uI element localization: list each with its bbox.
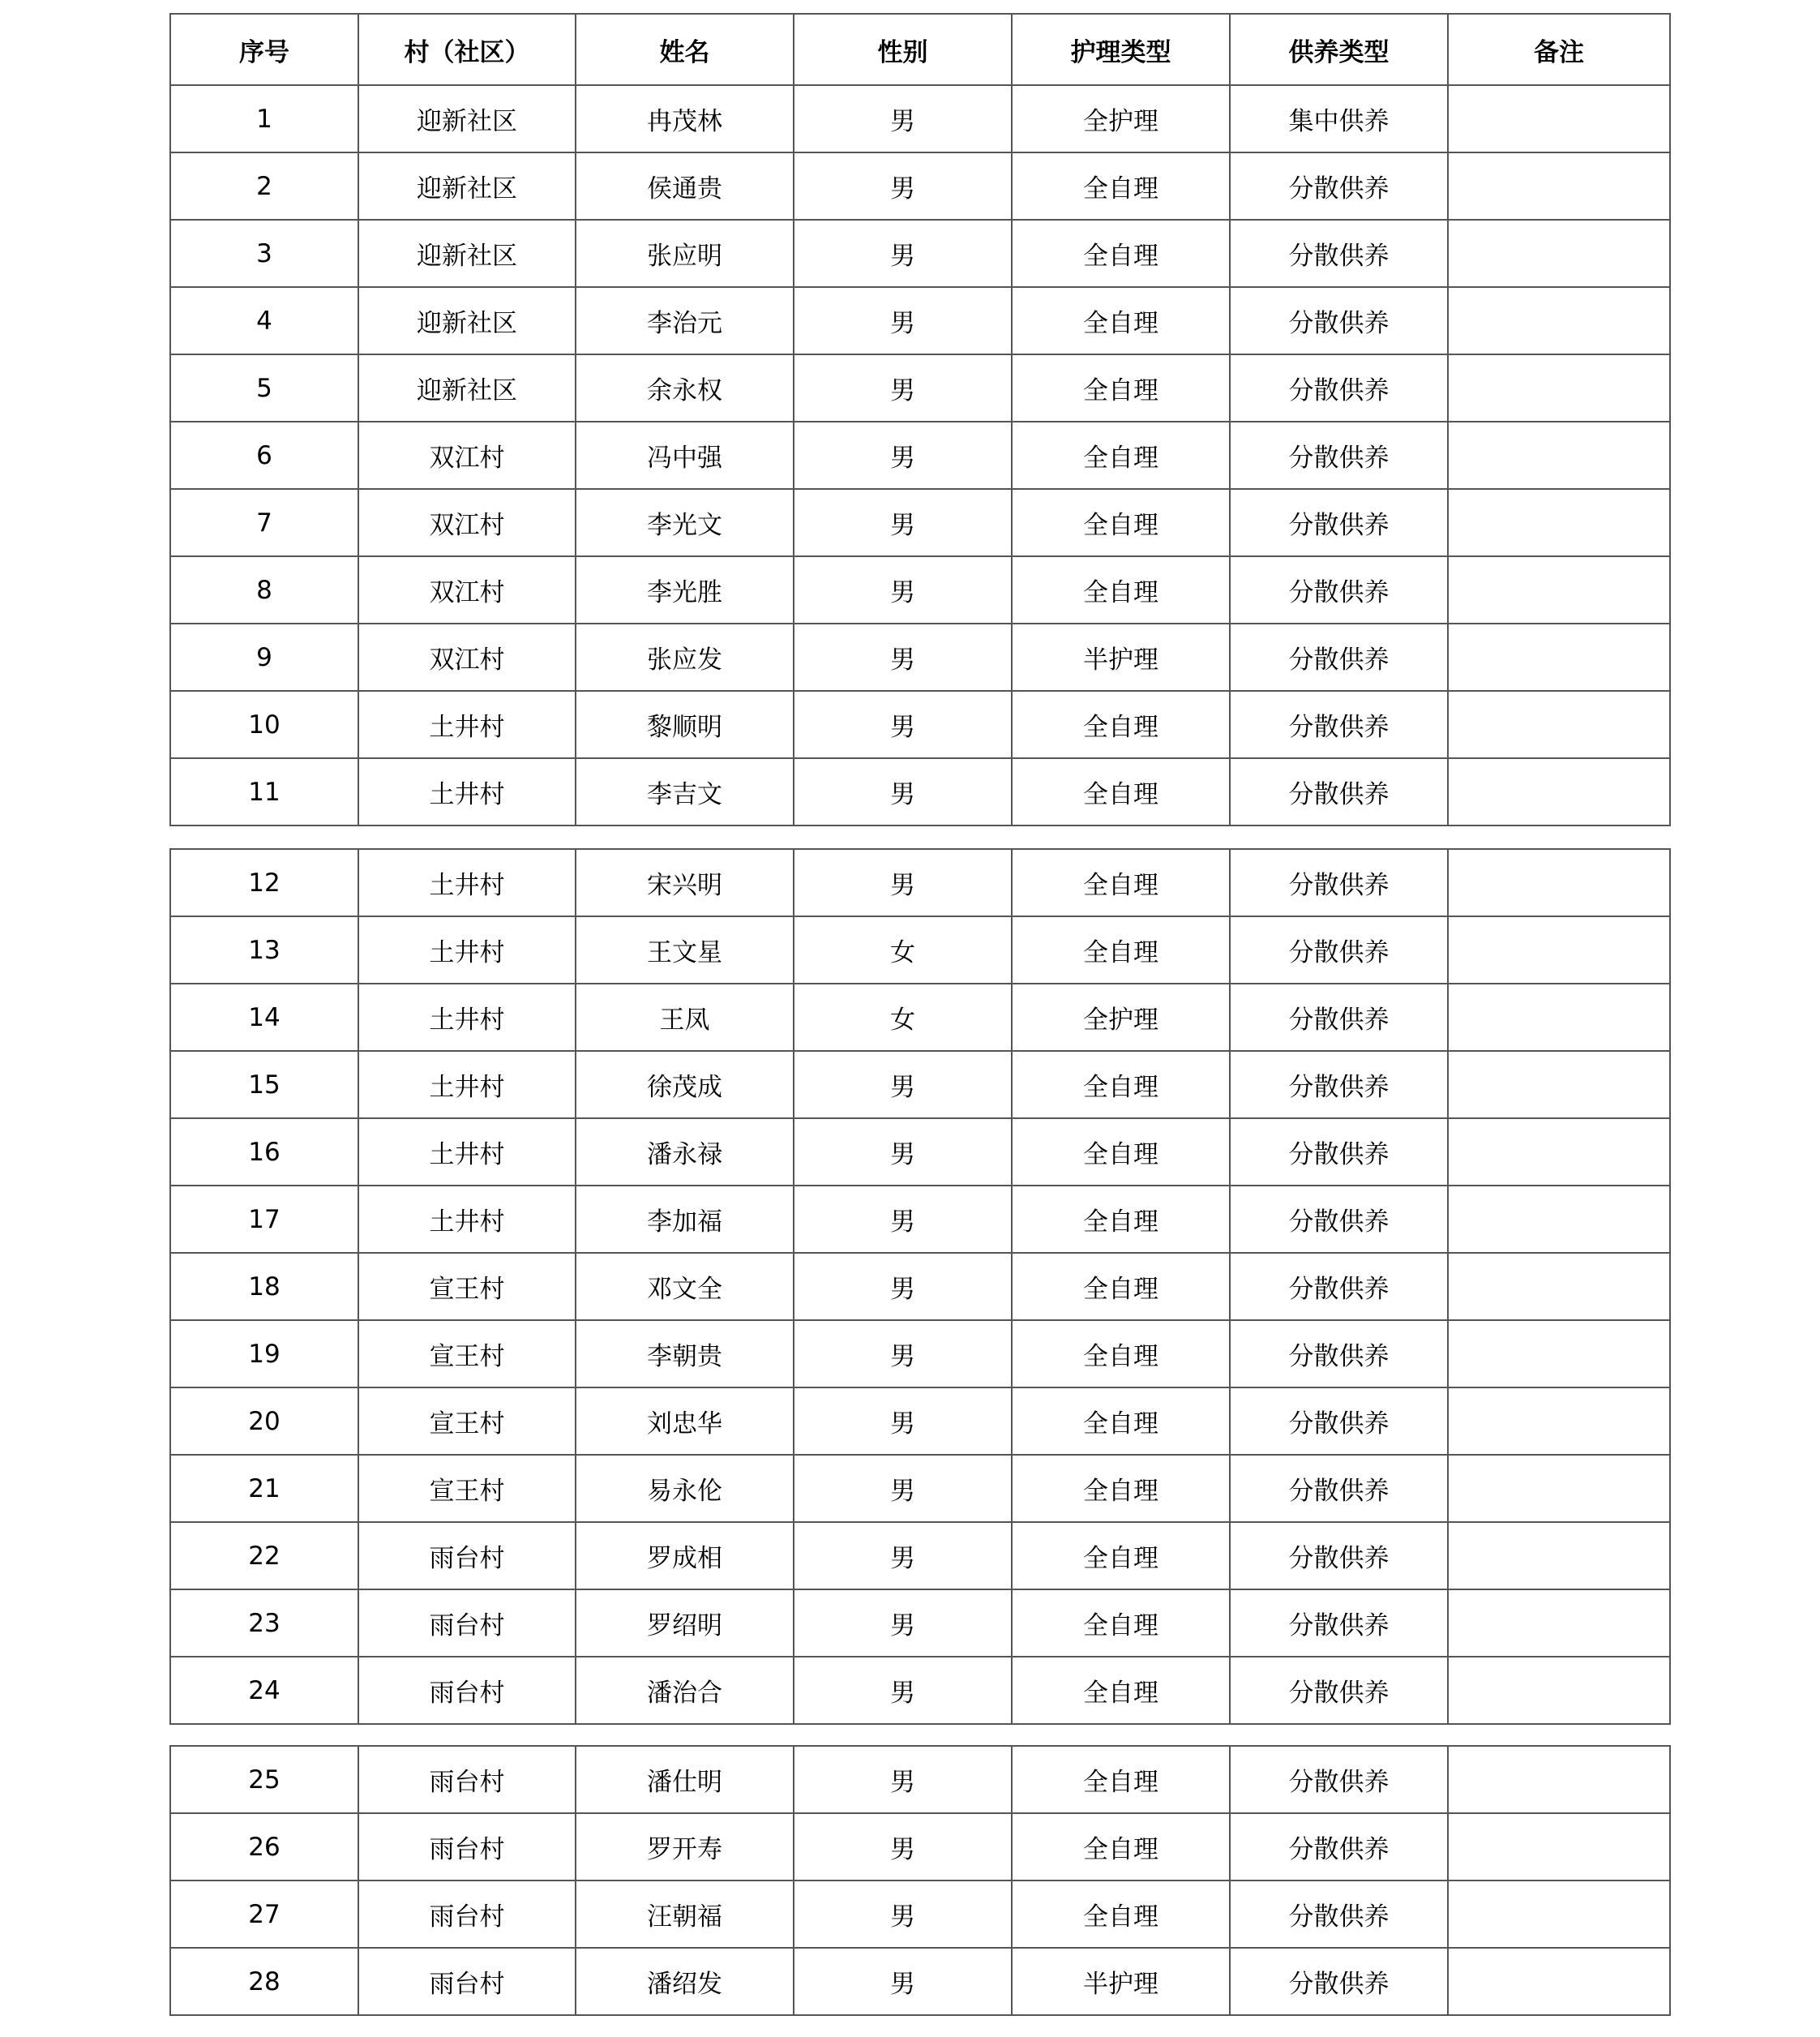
cell-remarks — [1448, 489, 1670, 556]
cell-name: 徐茂成 — [576, 1051, 794, 1118]
cell-seq: 15 — [170, 1051, 358, 1118]
cell-seq: 11 — [170, 758, 358, 826]
cell-seq: 23 — [170, 1589, 358, 1657]
cell-seq: 24 — [170, 1657, 358, 1724]
cell-gender: 男 — [794, 1118, 1012, 1186]
cell-support-type: 分散供养 — [1230, 1118, 1448, 1186]
header-row — [170, 14, 1670, 85]
cell-name: 潘永禄 — [576, 1118, 794, 1186]
cell-remarks — [1448, 556, 1670, 624]
cell-remarks — [1448, 1118, 1670, 1186]
table-row — [170, 1455, 1670, 1522]
cell-support-type: 分散供养 — [1230, 1880, 1448, 1948]
cell-care-type: 半护理 — [1012, 624, 1230, 691]
table-segment-2 — [169, 848, 1671, 1725]
cell-remarks — [1448, 1813, 1670, 1880]
table-row — [170, 556, 1670, 624]
cell-village: 双江村 — [358, 489, 576, 556]
table-row — [170, 1948, 1670, 2015]
cell-care-type: 全自理 — [1012, 1522, 1230, 1589]
cell-village: 雨台村 — [358, 1657, 576, 1724]
cell-care-type: 全自理 — [1012, 1589, 1230, 1657]
cell-name: 王凤 — [576, 984, 794, 1051]
cell-gender: 男 — [794, 489, 1012, 556]
cell-name: 李光胜 — [576, 556, 794, 624]
cell-seq: 13 — [170, 916, 358, 984]
cell-village: 宣王村 — [358, 1253, 576, 1320]
cell-gender: 男 — [794, 849, 1012, 916]
cell-remarks — [1448, 691, 1670, 758]
cell-support-type: 分散供养 — [1230, 220, 1448, 287]
cell-support-type: 集中供养 — [1230, 85, 1448, 152]
cell-name: 黎顺明 — [576, 691, 794, 758]
cell-care-type: 全自理 — [1012, 556, 1230, 624]
cell-remarks — [1448, 220, 1670, 287]
cell-name: 罗成相 — [576, 1522, 794, 1589]
cell-seq: 1 — [170, 85, 358, 152]
cell-seq: 21 — [170, 1455, 358, 1522]
cell-village: 土井村 — [358, 1118, 576, 1186]
cell-care-type: 全自理 — [1012, 1657, 1230, 1724]
cell-care-type: 全自理 — [1012, 1455, 1230, 1522]
cell-remarks — [1448, 758, 1670, 826]
cell-support-type: 分散供养 — [1230, 1948, 1448, 2015]
cell-support-type: 分散供养 — [1230, 354, 1448, 422]
table-row — [170, 1746, 1670, 1813]
cell-name: 侯通贵 — [576, 152, 794, 220]
table-row — [170, 85, 1670, 152]
cell-support-type: 分散供养 — [1230, 1589, 1448, 1657]
cell-remarks — [1448, 984, 1670, 1051]
cell-care-type: 全自理 — [1012, 1813, 1230, 1880]
cell-support-type: 分散供养 — [1230, 422, 1448, 489]
cell-support-type: 分散供养 — [1230, 984, 1448, 1051]
cell-remarks — [1448, 916, 1670, 984]
cell-name: 李朝贵 — [576, 1320, 794, 1387]
cell-remarks — [1448, 1657, 1670, 1724]
cell-remarks — [1448, 152, 1670, 220]
cell-gender: 男 — [794, 1455, 1012, 1522]
cell-village: 双江村 — [358, 422, 576, 489]
cell-village: 双江村 — [358, 624, 576, 691]
cell-village: 迎新社区 — [358, 152, 576, 220]
cell-name: 余永权 — [576, 354, 794, 422]
cell-gender: 男 — [794, 691, 1012, 758]
cell-care-type: 全自理 — [1012, 1118, 1230, 1186]
cell-care-type: 全自理 — [1012, 489, 1230, 556]
cell-care-type: 全自理 — [1012, 758, 1230, 826]
header-remarks: 备注 — [1448, 14, 1670, 85]
cell-name: 张应明 — [576, 220, 794, 287]
header-name: 姓名 — [576, 14, 794, 85]
cell-seq: 6 — [170, 422, 358, 489]
cell-care-type: 全自理 — [1012, 1880, 1230, 1948]
cell-remarks — [1448, 1589, 1670, 1657]
cell-name: 李光文 — [576, 489, 794, 556]
cell-care-type: 半护理 — [1012, 1948, 1230, 2015]
cell-support-type: 分散供养 — [1230, 1051, 1448, 1118]
cell-gender: 男 — [794, 1387, 1012, 1455]
cell-support-type: 分散供养 — [1230, 1320, 1448, 1387]
table-segment-3 — [169, 1745, 1671, 2016]
table-row — [170, 758, 1670, 826]
cell-care-type: 全自理 — [1012, 220, 1230, 287]
cell-support-type: 分散供养 — [1230, 1455, 1448, 1522]
cell-name: 李治元 — [576, 287, 794, 354]
cell-support-type: 分散供养 — [1230, 758, 1448, 826]
table-row — [170, 422, 1670, 489]
cell-care-type: 全自理 — [1012, 1746, 1230, 1813]
cell-remarks — [1448, 624, 1670, 691]
cell-name: 潘治合 — [576, 1657, 794, 1724]
table-row — [170, 1813, 1670, 1880]
cell-care-type: 全自理 — [1012, 1186, 1230, 1253]
table-row — [170, 1051, 1670, 1118]
cell-gender: 男 — [794, 1948, 1012, 2015]
cell-village: 迎新社区 — [358, 85, 576, 152]
cell-remarks — [1448, 1522, 1670, 1589]
cell-seq: 16 — [170, 1118, 358, 1186]
cell-remarks — [1448, 354, 1670, 422]
cell-seq: 17 — [170, 1186, 358, 1253]
cell-seq: 22 — [170, 1522, 358, 1589]
cell-name: 潘仕明 — [576, 1746, 794, 1813]
table-row — [170, 1118, 1670, 1186]
cell-village: 土井村 — [358, 916, 576, 984]
header-seq: 序号 — [170, 14, 358, 85]
cell-remarks — [1448, 1186, 1670, 1253]
cell-gender: 男 — [794, 85, 1012, 152]
cell-seq: 8 — [170, 556, 358, 624]
cell-seq: 18 — [170, 1253, 358, 1320]
cell-name: 汪朝福 — [576, 1880, 794, 1948]
table-row — [170, 916, 1670, 984]
table-row — [170, 1657, 1670, 1724]
cell-gender: 男 — [794, 624, 1012, 691]
cell-seq: 10 — [170, 691, 358, 758]
cell-gender: 男 — [794, 1320, 1012, 1387]
cell-name: 张应发 — [576, 624, 794, 691]
cell-gender: 男 — [794, 1186, 1012, 1253]
cell-village: 宣王村 — [358, 1455, 576, 1522]
cell-gender: 女 — [794, 916, 1012, 984]
cell-seq: 26 — [170, 1813, 358, 1880]
table-row — [170, 1589, 1670, 1657]
table-row — [170, 1253, 1670, 1320]
table-row — [170, 220, 1670, 287]
cell-gender: 男 — [794, 1522, 1012, 1589]
cell-village: 雨台村 — [358, 1522, 576, 1589]
cell-gender: 男 — [794, 152, 1012, 220]
table-row — [170, 1522, 1670, 1589]
cell-gender: 男 — [794, 1051, 1012, 1118]
cell-village: 土井村 — [358, 984, 576, 1051]
table-row — [170, 1320, 1670, 1387]
cell-seq: 27 — [170, 1880, 358, 1948]
cell-name: 李吉文 — [576, 758, 794, 826]
cell-gender: 男 — [794, 1589, 1012, 1657]
cell-gender: 男 — [794, 556, 1012, 624]
cell-care-type: 全自理 — [1012, 287, 1230, 354]
cell-care-type: 全护理 — [1012, 984, 1230, 1051]
cell-seq: 25 — [170, 1746, 358, 1813]
cell-seq: 28 — [170, 1948, 358, 2015]
table-row — [170, 624, 1670, 691]
cell-remarks — [1448, 1948, 1670, 2015]
cell-support-type: 分散供养 — [1230, 1657, 1448, 1724]
table-segment-1 — [169, 13, 1671, 826]
cell-seq: 12 — [170, 849, 358, 916]
cell-village: 双江村 — [358, 556, 576, 624]
cell-support-type: 分散供养 — [1230, 287, 1448, 354]
cell-name: 冯中强 — [576, 422, 794, 489]
cell-village: 雨台村 — [358, 1813, 576, 1880]
cell-support-type: 分散供养 — [1230, 1522, 1448, 1589]
cell-village: 土井村 — [358, 1186, 576, 1253]
cell-support-type: 分散供养 — [1230, 152, 1448, 220]
cell-remarks — [1448, 1455, 1670, 1522]
cell-gender: 男 — [794, 758, 1012, 826]
cell-care-type: 全自理 — [1012, 1387, 1230, 1455]
cell-gender: 男 — [794, 1657, 1012, 1724]
cell-care-type: 全自理 — [1012, 1253, 1230, 1320]
cell-gender: 男 — [794, 1813, 1012, 1880]
cell-gender: 女 — [794, 984, 1012, 1051]
cell-seq: 3 — [170, 220, 358, 287]
cell-name: 易永伦 — [576, 1455, 794, 1522]
cell-name: 冉茂林 — [576, 85, 794, 152]
cell-name: 罗开寿 — [576, 1813, 794, 1880]
cell-remarks — [1448, 422, 1670, 489]
table-row — [170, 1880, 1670, 1948]
cell-remarks — [1448, 1880, 1670, 1948]
cell-village: 迎新社区 — [358, 354, 576, 422]
table-row — [170, 1387, 1670, 1455]
cell-care-type: 全护理 — [1012, 85, 1230, 152]
cell-village: 土井村 — [358, 849, 576, 916]
cell-remarks — [1448, 85, 1670, 152]
cell-care-type: 全自理 — [1012, 1051, 1230, 1118]
cell-name: 罗绍明 — [576, 1589, 794, 1657]
table-row — [170, 354, 1670, 422]
cell-gender: 男 — [794, 1253, 1012, 1320]
cell-name: 王文星 — [576, 916, 794, 984]
cell-gender: 男 — [794, 354, 1012, 422]
cell-seq: 4 — [170, 287, 358, 354]
cell-support-type: 分散供养 — [1230, 1746, 1448, 1813]
table-row — [170, 152, 1670, 220]
cell-name: 刘忠华 — [576, 1387, 794, 1455]
cell-village: 雨台村 — [358, 1948, 576, 2015]
cell-remarks — [1448, 287, 1670, 354]
cell-support-type: 分散供养 — [1230, 1387, 1448, 1455]
cell-seq: 20 — [170, 1387, 358, 1455]
table-row — [170, 287, 1670, 354]
cell-seq: 19 — [170, 1320, 358, 1387]
cell-seq: 14 — [170, 984, 358, 1051]
cell-support-type: 分散供养 — [1230, 849, 1448, 916]
header-care-type: 护理类型 — [1012, 14, 1230, 85]
cell-seq: 5 — [170, 354, 358, 422]
cell-gender: 男 — [794, 422, 1012, 489]
header-village: 村（社区） — [358, 14, 576, 85]
cell-care-type: 全自理 — [1012, 354, 1230, 422]
cell-support-type: 分散供养 — [1230, 916, 1448, 984]
cell-gender: 男 — [794, 1880, 1012, 1948]
cell-care-type: 全自理 — [1012, 916, 1230, 984]
cell-remarks — [1448, 1387, 1670, 1455]
cell-support-type: 分散供养 — [1230, 556, 1448, 624]
cell-village: 雨台村 — [358, 1880, 576, 1948]
cell-remarks — [1448, 849, 1670, 916]
cell-village: 雨台村 — [358, 1746, 576, 1813]
cell-gender: 男 — [794, 220, 1012, 287]
cell-name: 宋兴明 — [576, 849, 794, 916]
cell-support-type: 分散供养 — [1230, 1253, 1448, 1320]
cell-village: 迎新社区 — [358, 287, 576, 354]
table-row — [170, 849, 1670, 916]
table-row — [170, 691, 1670, 758]
header-gender: 性别 — [794, 14, 1012, 85]
cell-name: 李加福 — [576, 1186, 794, 1253]
table-row — [170, 984, 1670, 1051]
cell-care-type: 全自理 — [1012, 152, 1230, 220]
cell-remarks — [1448, 1051, 1670, 1118]
cell-seq: 2 — [170, 152, 358, 220]
cell-seq: 9 — [170, 624, 358, 691]
header-support-type: 供养类型 — [1230, 14, 1448, 85]
cell-name: 邓文全 — [576, 1253, 794, 1320]
cell-remarks — [1448, 1320, 1670, 1387]
cell-care-type: 全自理 — [1012, 849, 1230, 916]
cell-gender: 男 — [794, 1746, 1012, 1813]
cell-remarks — [1448, 1253, 1670, 1320]
cell-village: 土井村 — [358, 758, 576, 826]
cell-seq: 7 — [170, 489, 358, 556]
table-row — [170, 489, 1670, 556]
cell-village: 雨台村 — [358, 1589, 576, 1657]
cell-village: 土井村 — [358, 691, 576, 758]
cell-name: 潘绍发 — [576, 1948, 794, 2015]
cell-care-type: 全自理 — [1012, 422, 1230, 489]
cell-support-type: 分散供养 — [1230, 624, 1448, 691]
cell-village: 宣王村 — [358, 1387, 576, 1455]
cell-support-type: 分散供养 — [1230, 1813, 1448, 1880]
cell-support-type: 分散供养 — [1230, 691, 1448, 758]
cell-gender: 男 — [794, 287, 1012, 354]
cell-care-type: 全自理 — [1012, 691, 1230, 758]
cell-support-type: 分散供养 — [1230, 489, 1448, 556]
table-row — [170, 1186, 1670, 1253]
cell-support-type: 分散供养 — [1230, 1186, 1448, 1253]
cell-village: 迎新社区 — [358, 220, 576, 287]
cell-care-type: 全自理 — [1012, 1320, 1230, 1387]
cell-village: 宣王村 — [358, 1320, 576, 1387]
cell-village: 土井村 — [358, 1051, 576, 1118]
cell-remarks — [1448, 1746, 1670, 1813]
